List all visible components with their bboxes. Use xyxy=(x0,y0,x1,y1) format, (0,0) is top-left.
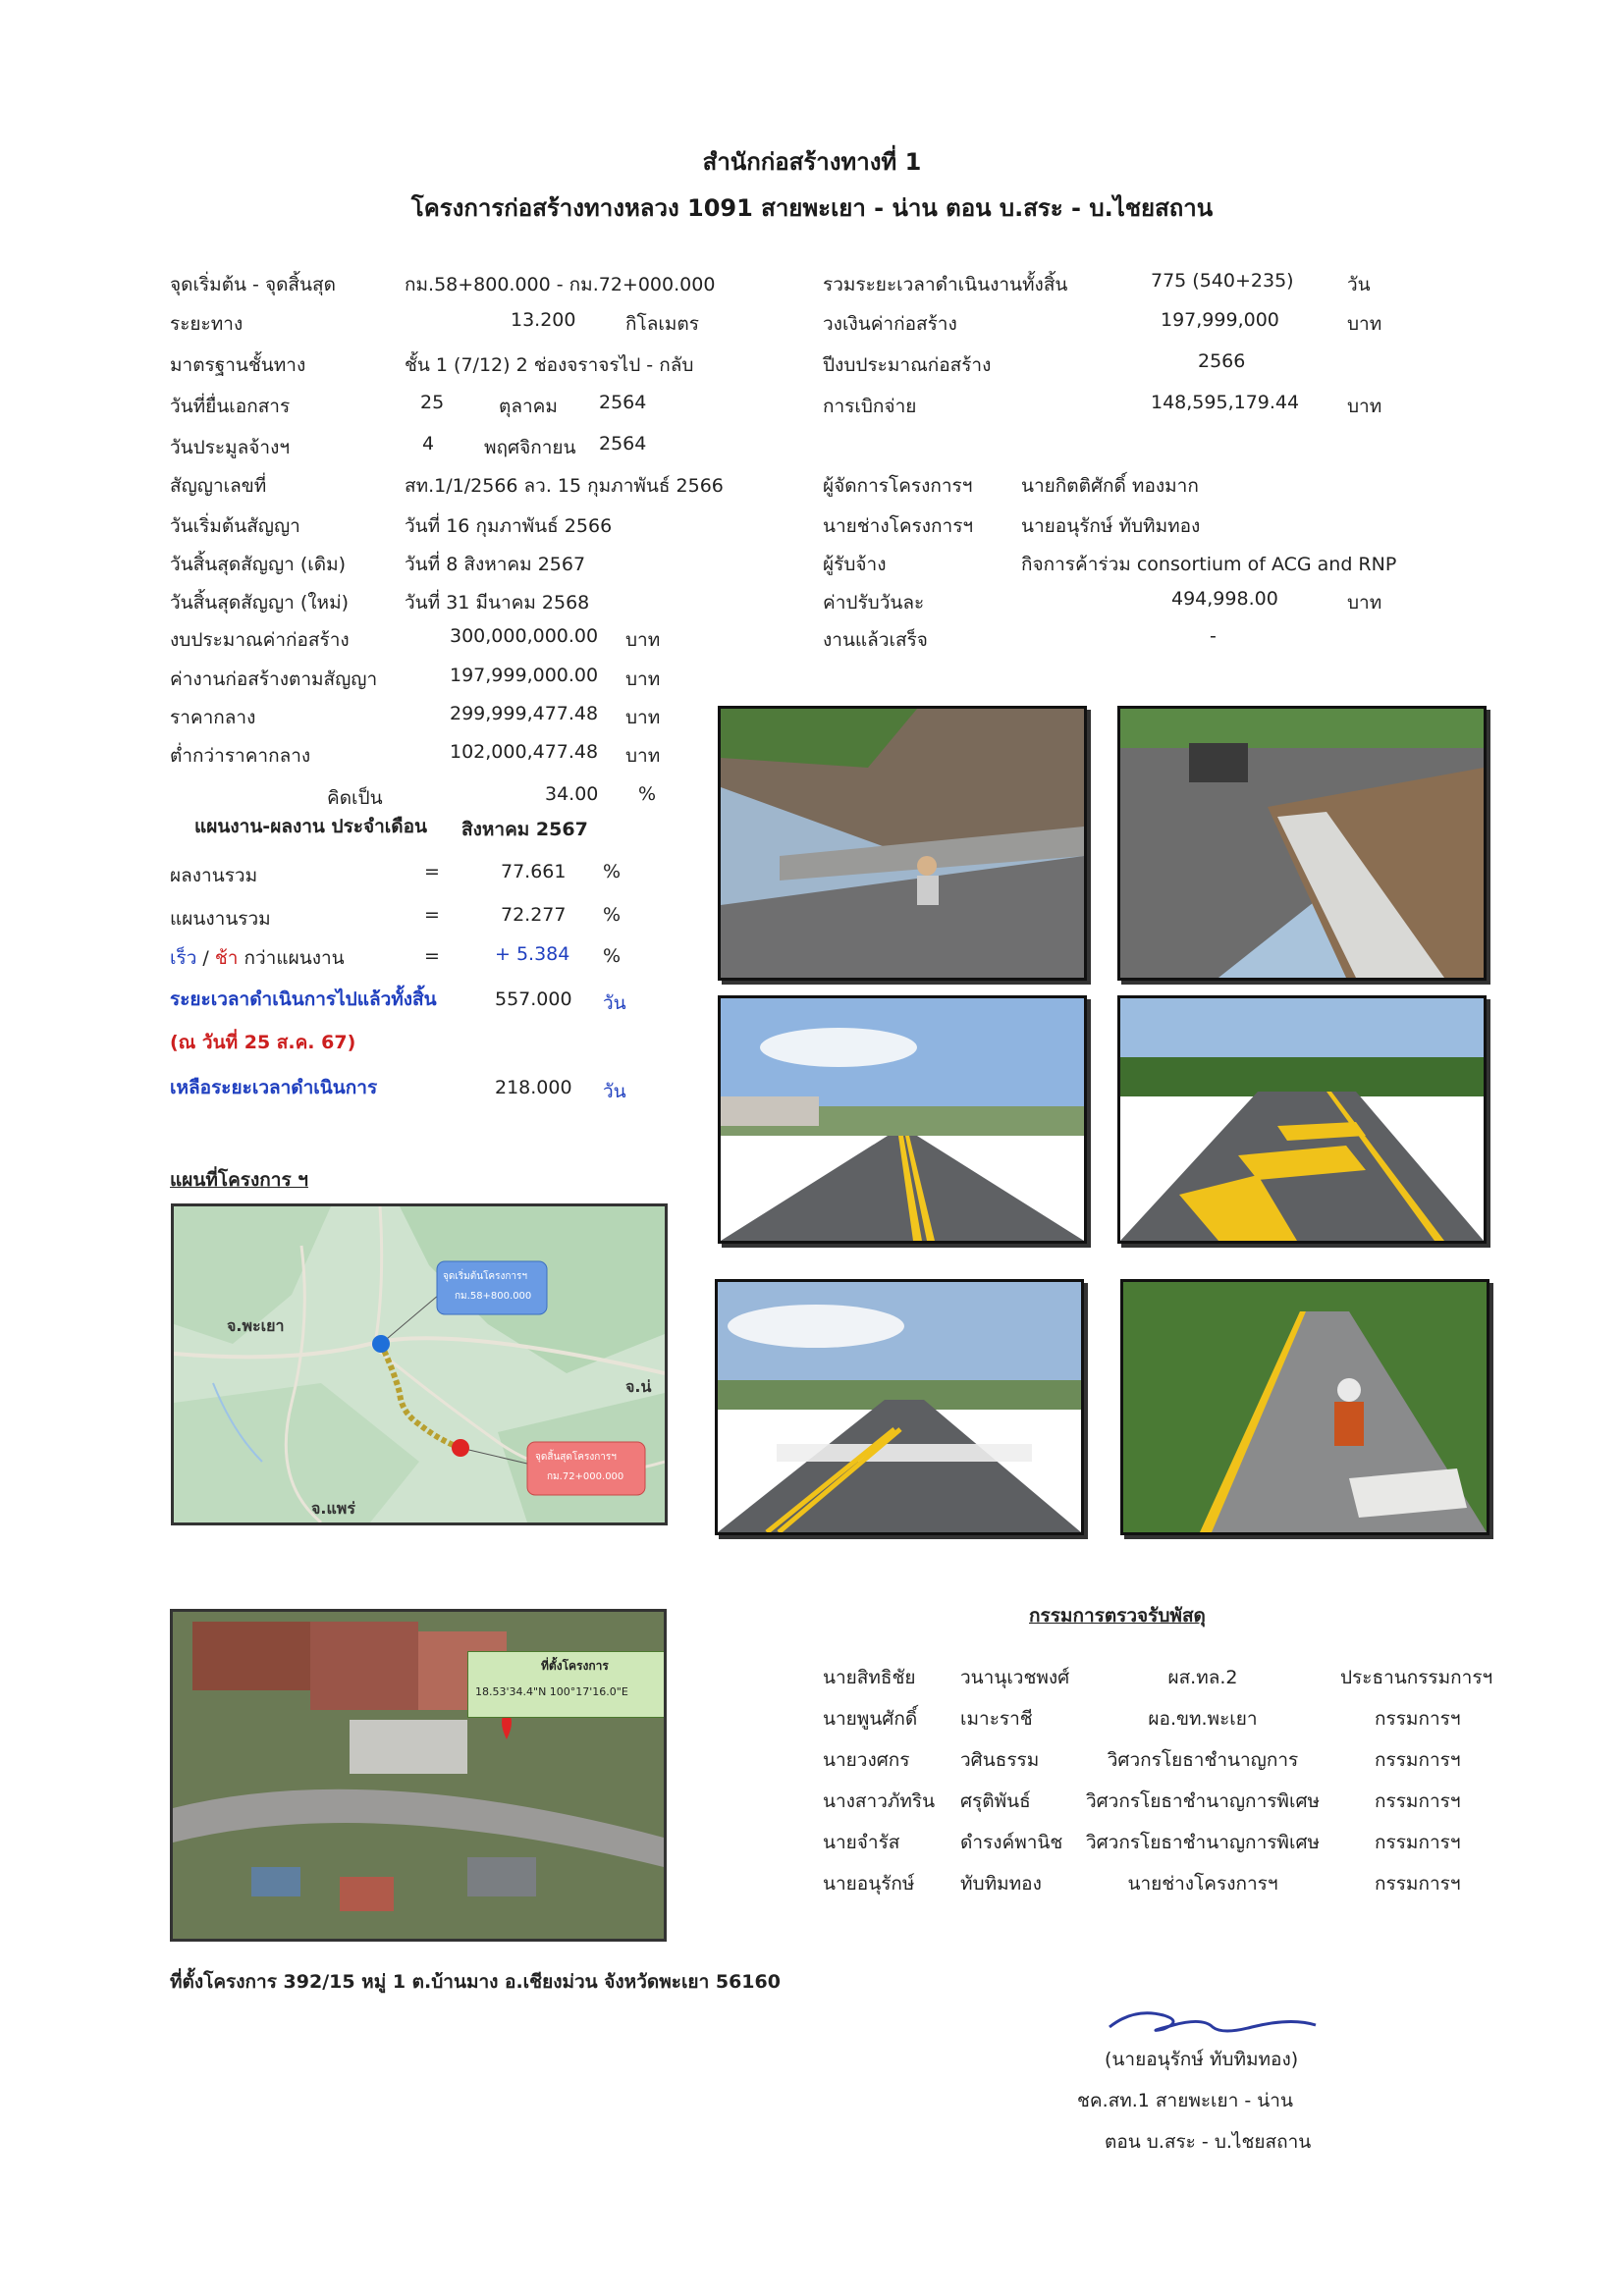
percent-label: คิดเป็น xyxy=(327,787,383,809)
committee-position: นายช่างโครงการฯ xyxy=(1127,1873,1278,1895)
committee-position: วิศวกรโยธาชำนาญการ xyxy=(1107,1749,1299,1771)
right-info-label: รวมระยะเวลาดำเนินงานทั้งสิ้น xyxy=(823,274,1068,295)
left-info-unit: ตุลาคม xyxy=(499,396,558,417)
right-info-value: 2566 xyxy=(1198,350,1246,372)
left-info-label: ระยะทาง xyxy=(170,313,244,335)
left-info-value: วันที่ 31 มีนาคม 2568 xyxy=(405,592,590,614)
committee-position: วิศวกรโยธาชำนาญการพิเศษ xyxy=(1085,1790,1321,1812)
percent-value: 34.00 xyxy=(545,783,599,805)
result-value: 77.661 xyxy=(501,861,567,882)
left-info-label: จุดเริ่มต้น - จุดสิ้นสุด xyxy=(170,274,336,295)
left-info-unit: บาท xyxy=(625,707,661,728)
diff-rest: กว่าแผนงาน xyxy=(244,947,345,969)
left-info-label: ต่ำกว่าราคากลาง xyxy=(170,745,311,767)
left-info-value: 25 xyxy=(420,392,445,413)
signature xyxy=(1105,1998,1321,2047)
committee-last: ศรุติพันธ์ xyxy=(960,1790,1031,1812)
right-info-label: การเบิกจ่าย xyxy=(823,396,917,417)
end-callout-1: จุดสิ้นสุดโครงการฯ xyxy=(535,1452,617,1463)
left-info-unit: บาท xyxy=(625,629,661,651)
plan-title: แผนงาน-ผลงาน ประจำเดือน xyxy=(194,816,428,837)
committee-first: นายจำรัส xyxy=(823,1832,900,1853)
plan-total-pct: % xyxy=(603,904,622,926)
city-nan: จ.น่ xyxy=(625,1377,652,1396)
committee-first: นายอนุรักษ์ xyxy=(823,1873,915,1895)
committee-last: วนานุเวชพงศ์ xyxy=(960,1667,1070,1688)
right-info-label: งานแล้วเสร็จ xyxy=(823,629,928,651)
start-callout-2: กม.58+800.000 xyxy=(455,1291,532,1302)
left-info-unit: พฤศจิกายน xyxy=(484,437,576,458)
left-info-extra: 2564 xyxy=(599,392,647,413)
committee-first: นายสิทธิชัย xyxy=(823,1667,916,1688)
committee-first: นายพูนศักดิ์ xyxy=(823,1708,918,1730)
project-map xyxy=(171,1203,668,1525)
left-info-value: 102,000,477.48 xyxy=(450,741,599,763)
left-info-label: วันเริ่มต้นสัญญา xyxy=(170,515,300,537)
left-info-value: 4 xyxy=(422,433,435,454)
photo-road-edge-marking xyxy=(1120,1279,1489,1535)
committee-role: กรรมการฯ xyxy=(1375,1749,1461,1771)
committee-role: ประธานกรรมการฯ xyxy=(1340,1667,1493,1688)
remain-unit: วัน xyxy=(603,1081,626,1102)
result-eq: = xyxy=(424,861,440,882)
result-pct: % xyxy=(603,861,622,882)
right-info-unit: วัน xyxy=(1347,274,1371,295)
right-info-label: ค่าปรับวันละ xyxy=(823,592,925,614)
left-info-unit: บาท xyxy=(625,668,661,690)
remain-value: 218.000 xyxy=(495,1077,572,1098)
photo-yellow-markings xyxy=(1117,995,1487,1244)
right-info-unit: บาท xyxy=(1347,396,1382,417)
plan-total-eq: = xyxy=(424,904,440,926)
committee-last: เมาะราชี xyxy=(960,1708,1033,1730)
diff-eq: = xyxy=(424,945,440,967)
office-title: สำนักก่อสร้างทางที่ 1 xyxy=(702,148,922,176)
result-label: ผลงานรวม xyxy=(170,865,258,886)
right-info-unit: บาท xyxy=(1347,592,1382,614)
committee-role: กรรมการฯ xyxy=(1375,1708,1461,1730)
site-label: ที่ตั้งโครงการ xyxy=(541,1659,609,1673)
diff-fast: เร็ว xyxy=(170,947,197,969)
left-info-unit: กิโลเมตร xyxy=(625,313,699,335)
left-info-label: สัญญาเลขที่ xyxy=(170,475,267,497)
committee-first: นายวงศกร xyxy=(823,1749,910,1771)
right-info-value: นายอนุรักษ์ ทับทิมทอง xyxy=(1021,515,1201,537)
left-info-value: 300,000,000.00 xyxy=(450,625,599,647)
diff-pct: % xyxy=(603,945,622,967)
start-callout-1: จุดเริ่มต้นโครงการฯ xyxy=(443,1271,528,1282)
left-info-value: 197,999,000.00 xyxy=(450,665,599,686)
route-end-marker xyxy=(452,1439,469,1457)
right-info-value: 197,999,000 xyxy=(1161,309,1279,331)
photo-concrete-works xyxy=(718,706,1087,981)
diff-sep: / xyxy=(202,947,209,969)
diff-label xyxy=(170,943,345,973)
right-info-label: นายช่างโครงการฯ xyxy=(823,515,974,537)
left-info-label: ค่างานก่อสร้างตามสัญญา xyxy=(170,668,378,690)
elapsed-unit: วัน xyxy=(603,992,626,1014)
elapsed-value: 557.000 xyxy=(495,988,572,1010)
right-info-label: ผู้จัดการโครงการฯ xyxy=(823,475,973,497)
committee-last: ทับทิมทอง xyxy=(960,1873,1042,1895)
left-info-value: 13.200 xyxy=(511,309,576,331)
left-info-label: วันสิ้นสุดสัญญา (เดิม) xyxy=(170,554,347,575)
committee-position: ผอ.ขท.พะเยา xyxy=(1148,1708,1258,1730)
right-info-value: 148,595,179.44 xyxy=(1151,392,1300,413)
end-callout-2: กม.72+000.000 xyxy=(547,1471,624,1482)
project-address: ที่ตั้งโครงการ 392/15 หมู่ 1 ต.บ้านมาง อ.เชียงม่วน จังหวัดพะเยา 56160 xyxy=(170,1971,781,1993)
right-info-value: กิจการค้าร่วม consortium of ACG and RNP xyxy=(1021,554,1397,575)
committee-first: นางสาวภัทริน xyxy=(823,1790,936,1812)
left-info-label: วันประมูลจ้างฯ xyxy=(170,437,291,458)
left-info-label: ราคากลาง xyxy=(170,707,256,728)
site-coords: 18.53'34.4"N 100°17'16.0"E xyxy=(475,1685,628,1698)
right-info-value: 775 (540+235) xyxy=(1151,270,1294,292)
plan-month: สิงหาคม 2567 xyxy=(461,819,588,840)
signer-line2: ตอน บ.สระ - บ.ไชยสถาน xyxy=(1105,2131,1312,2153)
left-info-extra: 2564 xyxy=(599,433,647,454)
left-info-value: กม.58+800.000 - กม.72+000.000 xyxy=(405,274,716,295)
project-map-title: แผนที่โครงการ ฯ xyxy=(170,1169,308,1191)
photo-drainage-channel xyxy=(1117,706,1487,981)
city-phayao: จ.พะเยา xyxy=(227,1316,285,1335)
elapsed-label: ระยะเวลาดำเนินการไปแล้วทั้งสิ้น xyxy=(170,988,437,1010)
left-info-label: วันสิ้นสุดสัญญา (ใหม่) xyxy=(170,592,350,614)
diff-slow: ช้า xyxy=(214,947,239,969)
city-phrae: จ.แพร่ xyxy=(311,1499,355,1518)
right-info-value: นายกิตติศักดิ์ ทองมาก xyxy=(1021,475,1199,497)
left-info-label: มาตรฐานชั้นทาง xyxy=(170,354,306,376)
signer-line1: ชค.สท.1 สายพะเยา - น่าน xyxy=(1077,2090,1293,2111)
remain-label: เหลือระยะเวลาดำเนินการ xyxy=(170,1077,378,1098)
left-info-value: 299,999,477.48 xyxy=(450,703,599,724)
committee-last: วศินธรรม xyxy=(960,1749,1040,1771)
site-aerial-map xyxy=(170,1609,667,1942)
project-title: โครงการก่อสร้างทางหลวง 1091 สายพะเยา - น่าน ตอน บ.สระ - บ.ไชยสถาน xyxy=(410,194,1214,222)
right-info-label: ผู้รับจ้าง xyxy=(823,554,887,575)
committee-role: กรรมการฯ xyxy=(1375,1873,1461,1895)
committee-role: กรรมการฯ xyxy=(1375,1790,1461,1812)
right-info-label: ปีงบประมาณก่อสร้าง xyxy=(823,354,992,376)
left-info-label: วันที่ยื่นเอกสาร xyxy=(170,396,291,417)
right-info-unit: บาท xyxy=(1347,313,1382,335)
committee-position: ผส.ทล.2 xyxy=(1167,1667,1238,1688)
percent-unit: % xyxy=(638,783,657,805)
photo-road-center-line xyxy=(718,995,1087,1244)
diff-value: + 5.384 xyxy=(495,943,570,965)
route-start-marker xyxy=(372,1335,390,1353)
committee-position: วิศวกรโยธาชำนาญการพิเศษ xyxy=(1085,1832,1321,1853)
left-info-value: สท.1/1/2566 ลว. 15 กุมภาพันธ์ 2566 xyxy=(405,475,724,497)
left-info-value: วันที่ 8 สิงหาคม 2567 xyxy=(405,554,586,575)
photo-crosswalk xyxy=(715,1279,1084,1535)
asof-date: (ณ วันที่ 25 ส.ค. 67) xyxy=(170,1032,356,1053)
plan-total-value: 72.277 xyxy=(501,904,567,926)
left-info-value: ชั้น 1 (7/12) 2 ช่องจราจรไป - กลับ xyxy=(405,354,694,376)
right-info-value: 494,998.00 xyxy=(1171,588,1278,610)
left-info-unit: บาท xyxy=(625,745,661,767)
committee-last: ดำรงค์พานิช xyxy=(960,1832,1063,1853)
right-info-label: วงเงินค่าก่อสร้าง xyxy=(823,313,957,335)
right-info-value: - xyxy=(1210,625,1217,647)
committee-role: กรรมการฯ xyxy=(1375,1832,1461,1853)
committee-title: กรรมการตรวจรับพัสดุ xyxy=(1029,1605,1206,1627)
plan-total-label: แผนงานรวม xyxy=(170,908,271,930)
left-info-label: งบประมาณค่าก่อสร้าง xyxy=(170,629,350,651)
signer-name: (นายอนุรักษ์ ทับทิมทอง) xyxy=(1105,2049,1299,2070)
left-info-value: วันที่ 16 กุมภาพันธ์ 2566 xyxy=(405,515,613,537)
